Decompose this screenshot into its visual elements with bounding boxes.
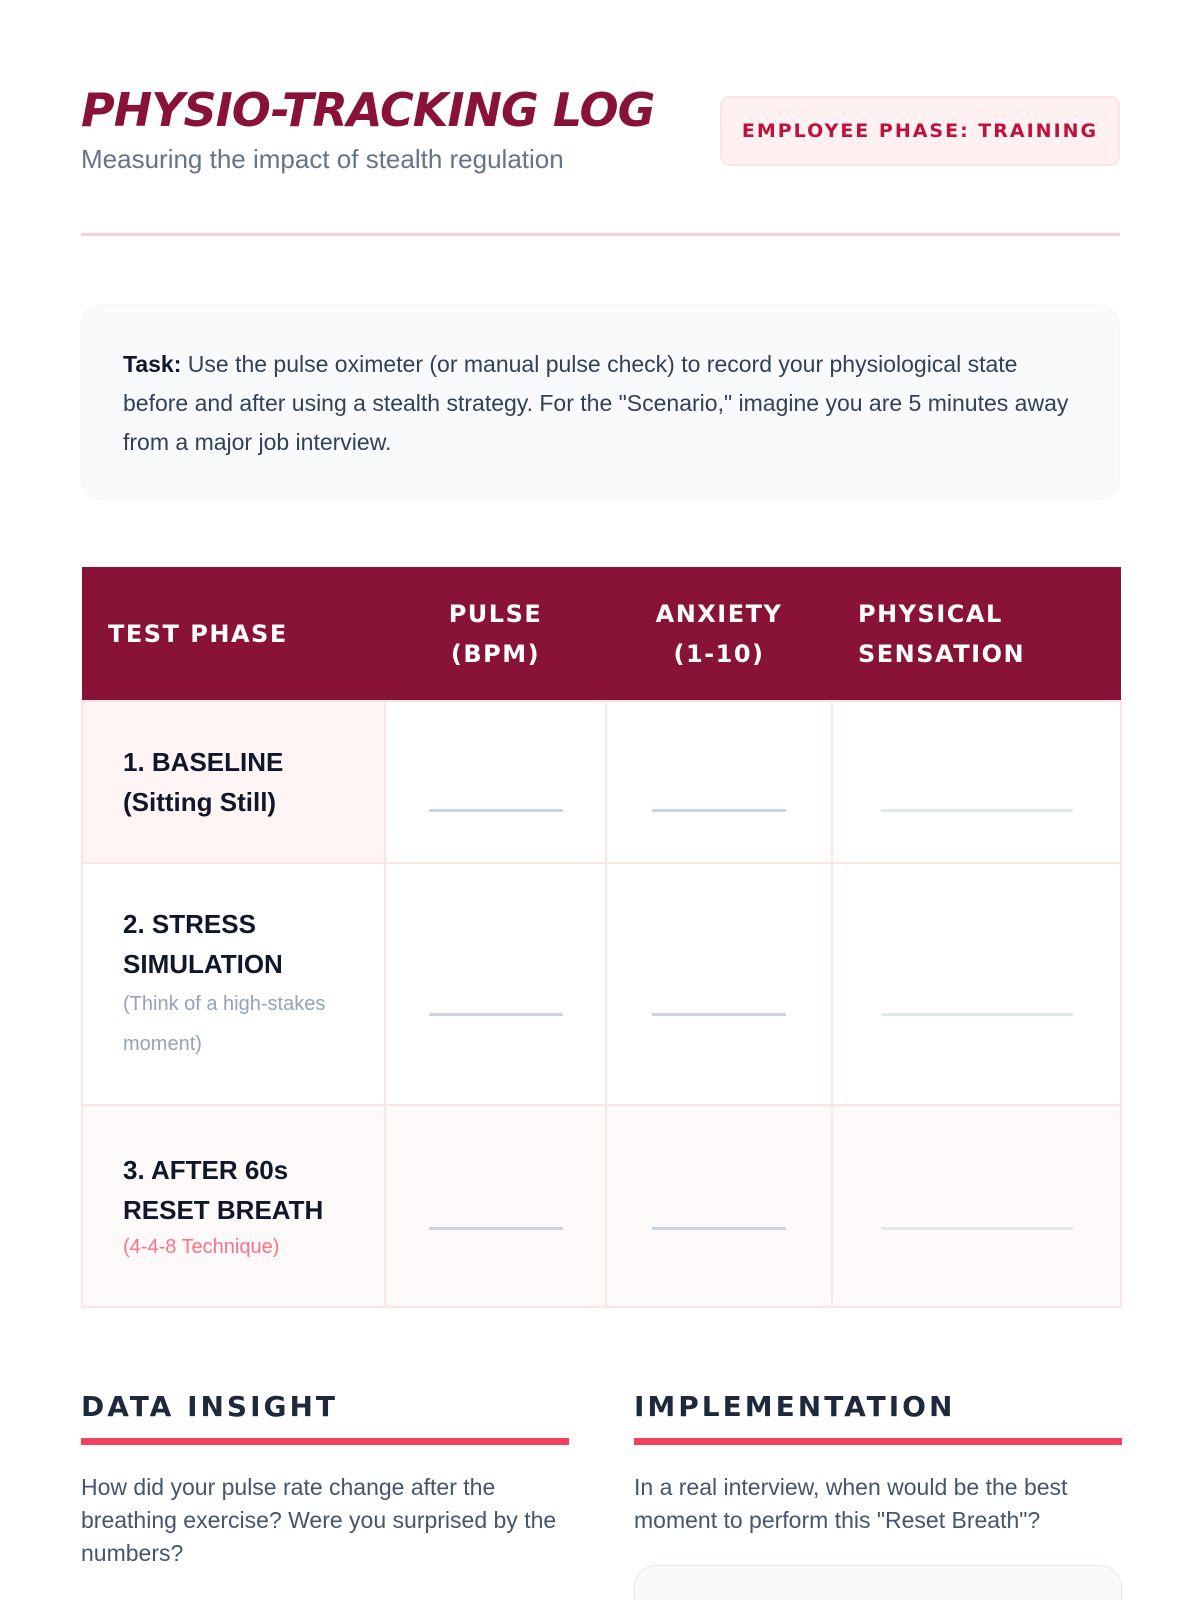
pulse-entry-line[interactable] xyxy=(429,809,563,812)
anxiety-entry-line[interactable] xyxy=(652,1013,786,1016)
phase-cell xyxy=(82,701,385,863)
pulse-cell[interactable] xyxy=(385,863,606,1105)
column-header-anxiety: ANXIETY (1-10) xyxy=(606,567,832,701)
header-divider xyxy=(81,233,1120,236)
data-insight-section xyxy=(81,1390,569,1570)
pulse-cell[interactable] xyxy=(385,701,606,863)
section-divider xyxy=(81,1438,569,1445)
sensation-cell[interactable] xyxy=(832,863,1121,1105)
phase-cell xyxy=(82,863,385,1105)
tracking-table xyxy=(81,567,1122,1308)
section-divider xyxy=(634,1438,1122,1445)
column-header-test-phase: TEST PHASE xyxy=(82,567,385,701)
phase-name: 1. BASELINE (Sitting Still) xyxy=(123,747,284,817)
header xyxy=(81,82,1120,192)
phase-cell xyxy=(82,1105,385,1307)
sensation-entry-line[interactable] xyxy=(881,1013,1073,1016)
phase-note: (Think of a high-stakes moment) xyxy=(123,993,326,1055)
task-text xyxy=(123,345,1079,462)
pulse-cell[interactable] xyxy=(385,1105,606,1307)
section-prompt: In a real interview, when would be the best moment to perform this "Reset Breath"? xyxy=(634,1474,1068,1533)
table-header-row xyxy=(82,567,1121,701)
pulse-entry-line[interactable] xyxy=(429,1227,563,1230)
pulse-entry-line[interactable] xyxy=(429,1013,563,1016)
anxiety-cell[interactable] xyxy=(606,863,832,1105)
anxiety-cell[interactable] xyxy=(606,701,832,863)
implementation-section xyxy=(634,1390,1122,1600)
sensation-cell[interactable] xyxy=(832,701,1121,863)
sensation-entry-line[interactable] xyxy=(881,1227,1073,1230)
anxiety-cell[interactable] xyxy=(606,1105,832,1307)
task-body: Use the pulse oximeter (or manual pulse check) to record your physiological state before and after using a stealth strategy. For the "Scenario," imagine you are 5 minutes away from a major job interview. xyxy=(123,351,1069,455)
section-prompt: How did your pulse rate change after the breathing exercise? Were you surprised by the numbers? xyxy=(81,1474,557,1566)
phase-badge: EMPLOYEE PHASE: TRAINING xyxy=(720,96,1120,166)
column-header-sensation: PHYSICAL SENSATION xyxy=(832,567,1121,701)
table-row xyxy=(82,701,1121,863)
anxiety-entry-line[interactable] xyxy=(652,809,786,812)
sensation-cell[interactable] xyxy=(832,1105,1121,1307)
phase-note: (4-4-8 Technique) xyxy=(123,1236,280,1258)
table-row xyxy=(82,1105,1121,1307)
phase-name: 3. AFTER 60s RESET BREATH xyxy=(123,1155,324,1225)
task-instructions xyxy=(81,304,1120,500)
section-title: DATA INSIGHT xyxy=(81,1390,339,1423)
task-label: Task: xyxy=(123,351,182,377)
column-header-pulse: PULSE (BPM) xyxy=(385,567,606,701)
page-subtitle: Measuring the impact of stealth regulation xyxy=(81,144,564,174)
section-title: IMPLEMENTATION xyxy=(634,1390,956,1423)
sensation-entry-line[interactable] xyxy=(881,809,1073,812)
implementation-answer-box[interactable] xyxy=(634,1565,1122,1600)
phase-name: 2. STRESS SIMULATION xyxy=(123,909,283,979)
page-title: PHYSIO-TRACKING LOG xyxy=(81,83,655,137)
table-row xyxy=(82,863,1121,1105)
anxiety-entry-line[interactable] xyxy=(652,1227,786,1230)
